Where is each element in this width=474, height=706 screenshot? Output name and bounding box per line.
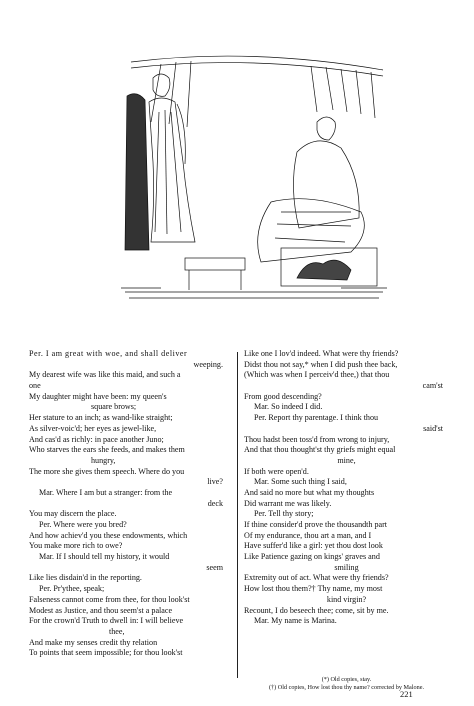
text-line: thee, (109, 626, 125, 636)
text-line: live? (207, 477, 223, 487)
text-line: The more she gives them speech. Where do you (29, 466, 185, 476)
text-line: Per. I am great with woe, and shall deliver (29, 349, 188, 358)
right-column (244, 349, 449, 627)
text-line: Didst thou not say,* when I did push thee back, (244, 359, 398, 369)
text-line: Who starves the ears she feeds, and makes them (29, 445, 185, 455)
text-line: Of my endurance, thou art a man, and I (244, 530, 372, 540)
text-line: Falseness cannot come from thee, for thou look'st (29, 594, 190, 604)
engraving-art (121, 52, 387, 304)
text-line: Like Patience gazing on kings' graves and (244, 552, 380, 562)
text-line: From good descending? (244, 391, 322, 401)
text-line: Recount, I do beseech thee; come, sit by me. (244, 605, 389, 615)
text-line: Extremity out of act. What were thy friends? (244, 573, 389, 583)
text-line: Modest as Justice, and thou seem'st a palace (29, 605, 173, 615)
text-line: mine, (337, 455, 356, 465)
text-line: How lost thou them?† Thy name, my most (244, 584, 383, 594)
text-line: smiling (334, 562, 359, 572)
text-line: You make more rich to owe? (29, 541, 123, 551)
text-line: Have suffer'd like a girl: yet thou dost look (244, 541, 383, 551)
text-line: As silver-voic'd; her eyes as jewel-like, (29, 423, 157, 433)
text-line: And make my senses credit thy relation (29, 637, 158, 647)
text-line: deck (207, 498, 223, 508)
text-line: To points that seem impossible; for thou look'st (29, 648, 183, 658)
text-line: Did warrant me was likely. (244, 498, 332, 508)
page-number: 221 (400, 689, 413, 699)
text-line: And how achiev'd you these endowments, which (29, 530, 188, 540)
text-line: If both were open'd. (244, 466, 309, 476)
text-line: weeping. (193, 359, 223, 369)
text-line: Per. Report thy parentage. I think thou (254, 413, 379, 423)
text-line: Mar. My name is Marina. (254, 616, 337, 626)
text-line: And said no more but what my thoughts (244, 487, 375, 497)
text-line: one (29, 381, 41, 391)
text-line: said'st (423, 423, 443, 433)
text-line: cam'st (422, 381, 443, 391)
text-line: Per. Pr'ythee, speak; (39, 584, 105, 594)
text-line: My daughter might have been: my queen's (29, 391, 167, 401)
text-line: For the crown'd Truth to dwell in: I will believe (29, 616, 184, 626)
text-line: And that thou thought'st thy griefs might equal (244, 445, 396, 455)
text-line: kind virgin? (326, 594, 367, 604)
engraving-illustration (121, 52, 387, 304)
footnote: (*) Old copies, stay. (321, 676, 372, 683)
text-line: Mar. Where I am but a stranger: from the (39, 487, 173, 497)
text-line: Mar. If I should tell my history, it would (39, 552, 170, 562)
text-line: Mar. Some such thing I said, (254, 477, 347, 487)
text-line: And cas'd as richly: in pace another Juno; (29, 434, 164, 444)
text-line: You may discern the place. (29, 509, 117, 519)
footnotes (244, 676, 449, 691)
text-line: Per. Where were you bred? (39, 520, 127, 529)
text-line: My dearest wife was like this maid, and such a (29, 370, 181, 380)
text-line: Thou hadst been toss'd from wrong to injury, (244, 434, 390, 444)
text-line: Her stature to an inch; as wand-like straight; (29, 413, 173, 423)
left-column (29, 349, 229, 659)
text-line: Like lies disdain'd in the reporting. (29, 573, 142, 583)
text-line: seem (206, 562, 223, 572)
text-line: square brows; (91, 402, 137, 412)
text-line: Mar. So indeed I did. (254, 402, 323, 412)
footnote: (†) Old copies, How lost thou thy name? corrected by Malone. (269, 683, 424, 691)
text-line: Per. Tell thy story; (254, 509, 314, 519)
text-line: hungry, (91, 455, 116, 465)
column-divider (237, 352, 238, 678)
text-line: (Which was when I perceiv'd thee,) that thou (244, 370, 390, 380)
text-line: If thine consider'd prove the thousandth part (244, 520, 388, 529)
text-line: Like one I lov'd indeed. What were thy friends? (244, 349, 399, 358)
